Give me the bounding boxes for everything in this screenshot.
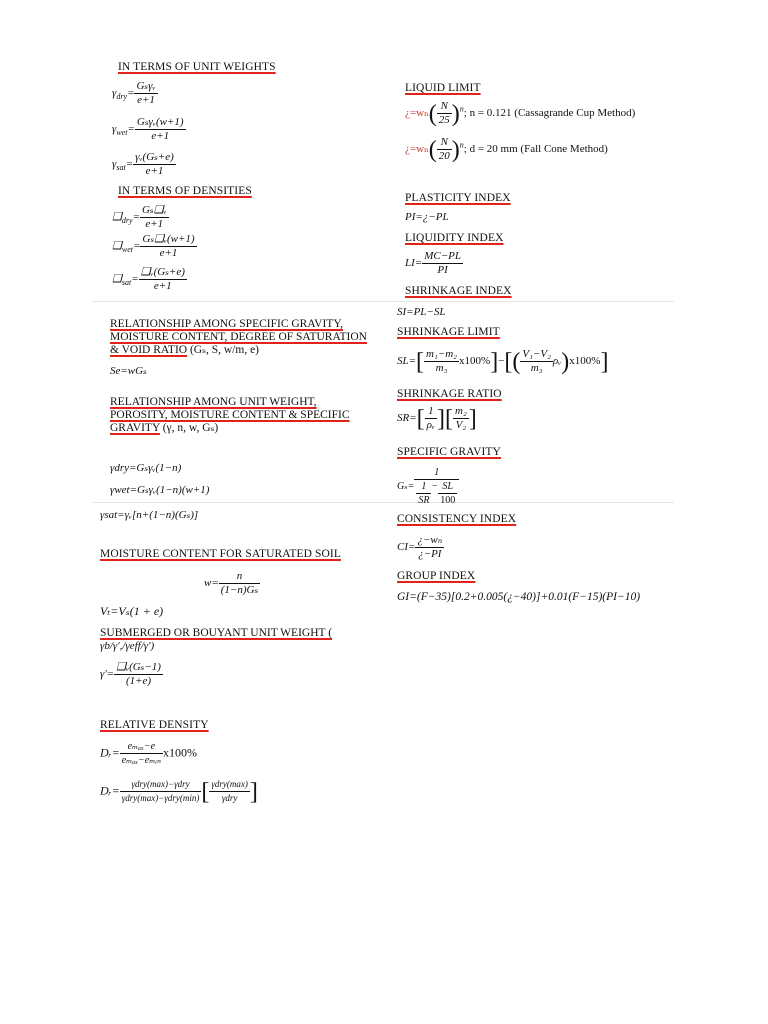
formula-gamma-submerged: γ'= $\frac{\text{❑ᵥ(Gₛ−1)}}{(1+e)}$ <box>100 661 161 687</box>
formula-dr-void: Dᵣ= $\frac{\text{eₘₐₓ−e}}{\text{eₘₐₓ−eₘᵢₙ}}$ x100% <box>100 741 198 766</box>
formula-rho-dry: $❑_{dry}=$ $\frac{\text{Gₛ❑ᵥ}}{e+1}$ <box>112 204 167 230</box>
formula-gamma-wet-n: γwet=Gₛγᵥ(1−n)(w+1) <box>110 484 210 496</box>
formula-vt: Vₜ=Vₛ(1 + e) <box>100 604 164 618</box>
formula-se-wgs: Se=wGₛ <box>110 365 147 377</box>
heading-saturated-soil: MOISTURE CONTENT FOR SATURATED SOIL <box>100 548 341 560</box>
formula-gi: GI=(F−35)[0.2+0.005(¿−40)]+0.01(F−15)(PI−10) <box>397 591 641 603</box>
heading-relationship-uw: RELATIONSHIP AMONG UNIT WEIGHT, POROSITY, MOISTURE CONTENT & SPECIFIC GRAVITY (γ, n, w, Gₛ) <box>110 396 350 434</box>
heading-relationship-sg: RELATIONSHIP AMONG SPECIFIC GRAVITY, MOISTURE CONTENT, DEGREE OF SATURATION & VOID RATIO (Gₛ, S, w/m, e) <box>110 318 367 356</box>
divider-1 <box>92 301 674 302</box>
heading-group-index: GROUP INDEX <box>397 570 476 582</box>
heading-shrinkage-limit: SHRINKAGE LIMIT <box>397 326 500 338</box>
formula-gamma-wet: $\gamma_{wet}=$ $\frac{\text{Gₛγᵥ(w+1)}}{e+1}$ <box>112 116 184 142</box>
formula-dr-unit-weight: Dᵣ= $\frac{\text{γdry(max)−γdry}}{\text{γdry(max)−γdry(min)}}$ [ $\frac{\text{γdry(max)}}{\text{γdry}}$ ] <box>100 778 258 805</box>
heading-plasticity-index: PLASTICITY INDEX <box>405 192 511 204</box>
formula-pi: PI=¿−PL <box>405 211 449 223</box>
heading-unit-weights: IN TERMS OF UNIT WEIGHTS <box>118 61 276 73</box>
formula-w-saturated: w= $\frac{n}{\text{(1−n)Gₛ}}$ <box>204 570 259 596</box>
heading-consistency-index: CONSISTENCY INDEX <box>397 513 517 525</box>
divider-2 <box>92 502 674 503</box>
heading-specific-gravity: SPECIFIC GRAVITY <box>397 446 501 458</box>
formula-gs: Gₛ= 1 $\frac{1}{SR}$ − $\frac{SL}{100}$ <box>397 466 459 507</box>
formula-gamma-dry-n: γdry=Gₛγᵥ(1−n) <box>110 462 182 474</box>
heading-liquid-limit: LIQUID LIMIT <box>405 82 481 94</box>
formula-gamma-sat: $\gamma_{sat}=$ $\frac{\text{γᵥ(Gₛ+e)}}{e+1}$ <box>112 151 174 177</box>
heading-shrinkage-index: SHRINKAGE INDEX <box>405 285 512 297</box>
heading-submerged: SUBMERGED OR BOUYANT UNIT WEIGHT ( γb/γ',/γeff/γ') <box>100 627 333 652</box>
formula-ci: CI= $\frac{\text{¿−wₙ}}{¿-PI}$ <box>397 534 443 560</box>
formula-sr: SR=[ $\frac{1}{\text{ρᵥ}}$ ][ $\frac{\text{m₂}}{\text{V₂}}$ ] <box>397 405 477 432</box>
formula-rho-sat: $❑_{sat}=$ $\frac{\text{❑ᵥ(Gₛ+e)}}{e+1}$ <box>112 266 185 292</box>
heading-densities: IN TERMS OF DENSITIES <box>118 185 252 197</box>
heading-relative-density: RELATIVE DENSITY <box>100 719 209 731</box>
formula-ll-cassagrande: ¿=wₙ( $\frac{N}{25}$ )$^n$; n = 0.121 (Cassagrande Cup Method) <box>405 100 636 127</box>
formula-ll-fall-cone: ¿=wₙ( $\frac{N}{20}$ )$^n$; d = 20 mm (Fall Cone Method) <box>405 136 608 163</box>
heading-liquidity-index: LIQUIDITY INDEX <box>405 232 504 244</box>
formula-rho-wet: $❑_{wet}=$ $\frac{\text{Gₛ❑ᵥ(w+1)}}{e+1}$ <box>112 233 195 259</box>
formula-li: LI= $\frac{MC-PL}{PI}$ <box>405 250 461 276</box>
formula-gamma-sat-n: γsat=γᵥ[n+(1−n)(Gₛ)] <box>100 509 199 521</box>
formula-gamma-dry: $\gamma_{dry}=$ $\frac{\text{Gₛγᵥ}}{e+1}$ <box>112 80 156 106</box>
heading-shrinkage-ratio: SHRINKAGE RATIO <box>397 388 502 400</box>
formula-si: SI=PL−SL <box>397 306 446 318</box>
formula-sl: SL=[ $\frac{\text{m₁−m₂}}{\text{m₃}}$ x100%]−[( $\frac{\text{V₁−V₂}}{\text{m₃}}$ ρᵥ)x100%] <box>397 348 609 375</box>
